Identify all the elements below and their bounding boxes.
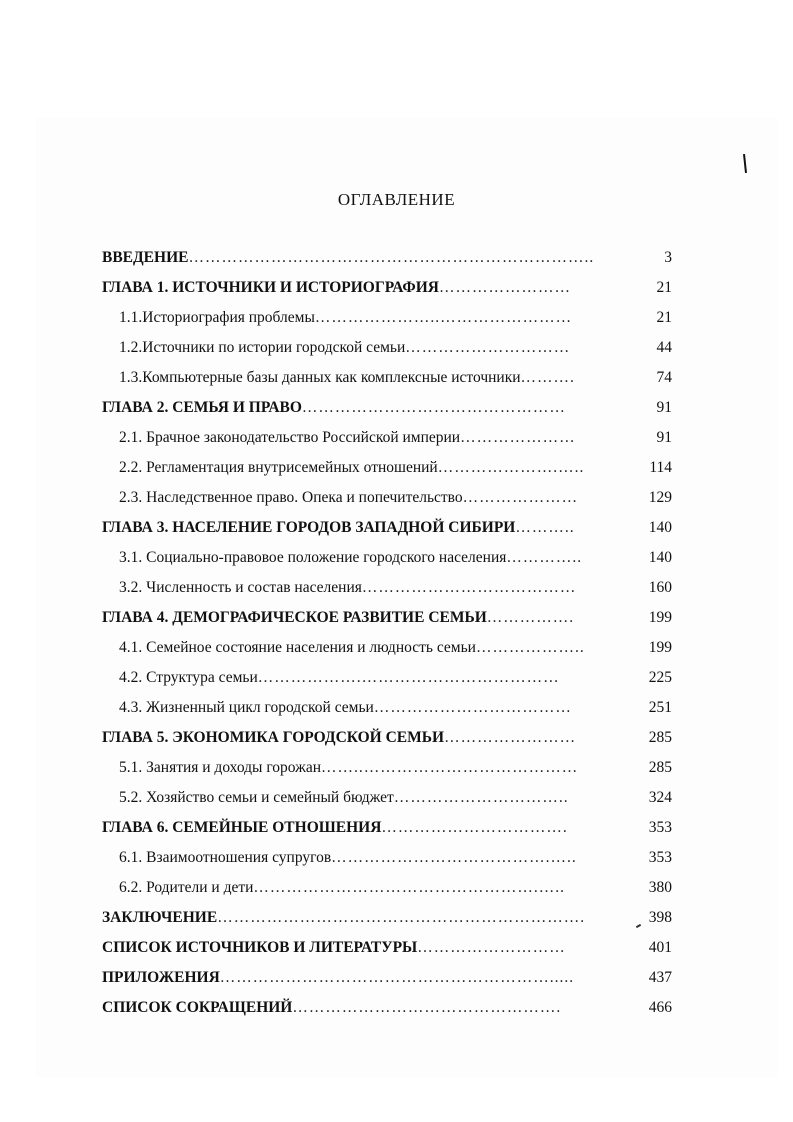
toc-leader-dots: ……………. [486, 609, 575, 626]
toc-leader-dots: ……..………………………………… [321, 759, 579, 776]
toc-entry-label: ГЛАВА 4. ДЕМОГРАФИЧЕСКОЕ РАЗВИТИЕ СЕМЬИ [102, 609, 487, 626]
toc-entry-label: СПИСОК ИСТОЧНИКОВ И ЛИТЕРАТУРЫ [102, 939, 418, 956]
toc-leader-dots: ………………… [462, 489, 579, 506]
toc-entry-abbreviations[interactable] [102, 997, 630, 1019]
toc-entry-label: ГЛАВА 2. СЕМЬЯ И ПРАВО [102, 399, 302, 416]
toc-entry-section-6-2[interactable] [119, 877, 630, 899]
toc-page-number: 91 [656, 429, 672, 446]
toc-leader-dots: ………………….….. [437, 459, 585, 476]
toc-entry-bibliography[interactable] [102, 937, 630, 959]
toc-entry-section-2-2[interactable] [119, 457, 630, 479]
toc-page-number: 353 [648, 819, 672, 836]
toc-entry-label: 3.1. Социально-правовое положение городского населения [119, 549, 507, 566]
toc-entry-label: 1.3.Компьютерные базы данных как комплексные источники [119, 369, 521, 386]
toc-entry-label: 2.2. Регламентация внутрисемейных отношений [119, 459, 438, 476]
toc-entry-label: 5.1. Занятия и доходы горожан [119, 759, 322, 776]
toc-entry-label: 5.2. Хозяйство семьи и семейный бюджет [119, 789, 394, 806]
toc-leader-dots: ………………………………….….. [331, 849, 577, 866]
toc-entry-section-1-2[interactable] [119, 337, 630, 359]
toc-page-number: 160 [648, 579, 672, 596]
toc-entry-chapter-5[interactable] [102, 727, 630, 749]
toc-entry-label: 4.3. Жизненный цикл городской семьи [119, 699, 374, 716]
toc-page-number: 3 [664, 249, 672, 266]
toc-leader-dots: ……………………………. [381, 819, 568, 836]
toc-page-number: 285 [648, 729, 672, 746]
toc-entry-chapter-1[interactable] [102, 277, 630, 299]
toc-page-number: 324 [648, 789, 672, 806]
toc-entry-label: 2.3. Наследственное право. Опека и попечительство [119, 489, 463, 506]
toc-entry-section-2-1[interactable] [119, 427, 630, 449]
toc-entry-chapter-4[interactable] [102, 607, 630, 629]
toc-page-number: 251 [648, 699, 672, 716]
toc-leader-dots: ……………….. [475, 639, 585, 656]
toc-page-number: 401 [648, 939, 672, 956]
toc-entry-label: ГЛАВА 5. ЭКОНОМИКА ГОРОДСКОЙ СЕМЬИ [102, 729, 445, 746]
toc-entry-section-1-3[interactable] [119, 367, 630, 389]
toc-entry-section-5-1[interactable] [119, 757, 630, 779]
toc-entry-chapter-2[interactable] [102, 397, 630, 419]
toc-leader-dots: ………………………….. [393, 789, 569, 806]
toc-entry-label: ПРИЛОЖЕНИЯ [102, 969, 220, 986]
toc-leader-dots: ………. [520, 369, 575, 386]
toc-entry-label: ЗАКЛЮЧЕНИЕ [102, 909, 218, 926]
toc-entry-section-4-1[interactable] [119, 637, 630, 659]
toc-entry-section-3-2[interactable] [119, 577, 630, 599]
toc-entry-label: 1.2.Источники по истории городской семьи [119, 339, 406, 356]
toc-entry-appendices[interactable] [102, 967, 630, 989]
toc-page-number: 199 [648, 639, 672, 656]
toc-entry-section-2-3[interactable] [119, 487, 630, 509]
toc-page-number: 398 [648, 909, 672, 926]
toc-entry-chapter-6[interactable] [102, 817, 630, 839]
toc-entry-section-4-3[interactable] [119, 697, 630, 719]
toc-page-number: 114 [649, 459, 672, 476]
toc-entry-section-3-1[interactable] [119, 547, 630, 569]
toc-page-number: 140 [648, 519, 672, 536]
toc-entry-label: 4.1. Семейное состояние населения и людность семьи [119, 639, 476, 656]
toc-page-number: 380 [648, 879, 672, 896]
toc-leader-dots: …………………………………………. [292, 999, 562, 1016]
toc-leader-dots: …………………… [439, 279, 571, 296]
toc-entry-section-4-2[interactable] [119, 667, 630, 689]
toc-page-number: 91 [656, 399, 672, 416]
toc-page-number: 437 [648, 969, 672, 986]
toc-entry-label: 6.1. Взаимоотношения супругов [119, 849, 332, 866]
toc-entry-chapter-3[interactable] [102, 517, 630, 539]
toc-entry-section-6-1[interactable] [119, 847, 630, 869]
toc-leader-dots: ………………… [460, 429, 576, 446]
toc-entry-label: 6.2. Родители и дети [119, 879, 254, 896]
toc-entry-label: ВВЕДЕНИЕ [102, 249, 189, 266]
toc-leader-dots: ………………………… [405, 339, 571, 356]
toc-entry-label: 3.2. Численность и состав населения [119, 579, 362, 596]
toc-entry-label: СПИСОК СОКРАЩЕНИЙ [102, 999, 293, 1016]
toc-page-number: 199 [648, 609, 672, 626]
toc-page-number: 74 [656, 369, 672, 386]
toc-page-number: 44 [656, 339, 672, 356]
toc-entry-conclusion[interactable] [102, 907, 630, 929]
toc-leader-dots: ……………….……………………………… [257, 669, 560, 686]
toc-leader-dots: ……………………………………………………………….. [188, 249, 595, 266]
toc-entry-label: ГЛАВА 3. НАСЕЛЕНИЕ ГОРОДОВ ЗАПАДНОЙ СИБИРИ [102, 519, 516, 536]
toc-leader-dots: ………………………………… [361, 579, 577, 596]
toc-entry-label: 1.1.Историография проблемы [119, 309, 315, 326]
toc-leader-dots: ……………………………………………………..... [219, 969, 575, 986]
toc-page-number: 285 [648, 759, 672, 776]
toc-leader-dots: ………………………………………… [301, 399, 566, 416]
toc-page-number: 466 [648, 999, 672, 1016]
toc-leader-dots: …………………..…………………… [314, 309, 573, 326]
toc-leader-dots: ……………………… [417, 939, 566, 956]
toc-entry-label: ГЛАВА 1. ИСТОЧНИКИ И ИСТОРИОГРАФИЯ [102, 279, 439, 296]
toc-leader-dots: ……….. [515, 519, 575, 536]
toc-leader-dots: …………………………………………….….. [253, 879, 566, 896]
toc-entry-label: ГЛАВА 6. СЕМЕЙНЫЕ ОТНОШЕНИЯ [102, 819, 382, 836]
toc-entry-section-5-2[interactable] [119, 787, 630, 809]
toc-entry-label: 4.2. Структура семьи [119, 669, 258, 686]
toc-leader-dots: …………………………………………………………. [217, 909, 586, 926]
toc-entry-label: 2.1. Брачное законодательство Российской империи [119, 429, 461, 446]
toc-page-number: 129 [648, 489, 672, 506]
toc-entry-section-1-1[interactable] [119, 307, 630, 329]
toc-page-number: 21 [656, 279, 672, 296]
toc-page-number: 225 [648, 669, 672, 686]
toc-leader-dots: …………………… [444, 729, 577, 746]
toc-page-number: 353 [648, 849, 672, 866]
toc-leader-dots: ……………………………… [373, 699, 572, 716]
page-title: ОГЛАВЛЕНИЕ [337, 190, 456, 209]
toc-page-number: 140 [648, 549, 672, 566]
toc-page-number: 21 [656, 309, 672, 326]
toc-leader-dots: ………….. [506, 549, 583, 566]
toc-entry-introduction[interactable] [102, 247, 630, 269]
